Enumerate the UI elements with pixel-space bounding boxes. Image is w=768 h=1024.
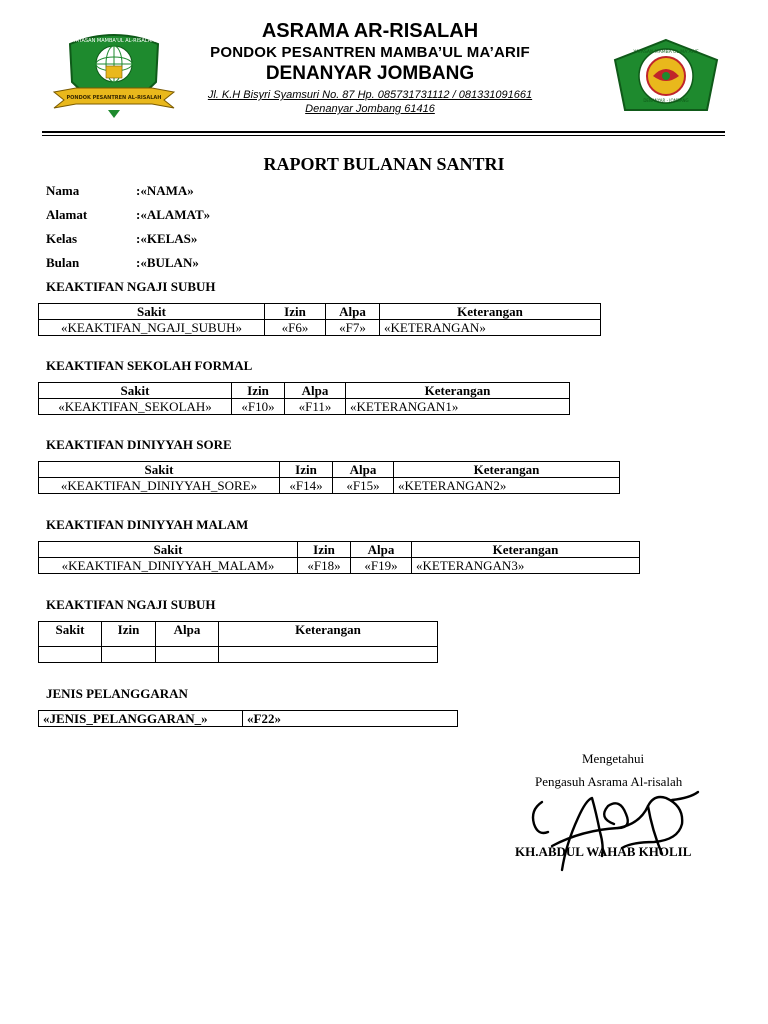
section-title: KEAKTIFAN DINIYYAH MALAM xyxy=(46,517,249,532)
section-title: JENIS PELANGGARAN xyxy=(46,686,188,701)
cell-sakit xyxy=(39,647,102,663)
col-sakit: Sakit xyxy=(39,304,265,320)
institution-postal: Denanyar Jombang 61416 xyxy=(305,103,435,115)
field-value: :«NAMA» xyxy=(136,183,194,198)
col-alpa: Alpa xyxy=(285,383,346,399)
cell-sakit: «KEAKTIFAN_NGAJI_SUBUH» xyxy=(39,320,265,336)
table-header-row xyxy=(39,304,601,320)
cell-violation-code: «F22» xyxy=(243,711,458,727)
col-alpa: Alpa xyxy=(326,304,380,320)
col-keterangan: Keterangan xyxy=(380,304,601,320)
col-alpa: Alpa xyxy=(333,462,394,478)
cell-keterangan: «KETERANGAN» xyxy=(380,320,601,336)
attendance-table-diniyyah-malam xyxy=(38,541,640,574)
attendance-table-sekolah-formal xyxy=(38,382,570,415)
cell-izin xyxy=(102,647,156,663)
field-value: :«BULAN» xyxy=(136,255,199,270)
field-label: Bulan xyxy=(46,255,80,270)
svg-text:DENANYAR - JOMBANG: DENANYAR - JOMBANG xyxy=(643,98,689,103)
handwritten-signature xyxy=(522,784,702,876)
signatory-name: KH.ABDUL WAHAB KHOLIL xyxy=(515,844,692,859)
section-title: KEAKTIFAN NGAJI SUBUH xyxy=(46,597,216,612)
cell-sakit: «KEAKTIFAN_SEKOLAH» xyxy=(39,399,232,415)
col-sakit: Sakit xyxy=(39,383,232,399)
table-row xyxy=(39,711,458,727)
cell-keterangan: «KETERANGAN2» xyxy=(394,478,620,494)
section-title: KEAKTIFAN NGAJI SUBUH xyxy=(46,279,216,294)
institution-address: Jl. K.H Bisyri Syamsuri No. 87 Hp. 085731731112 / 081331091661 xyxy=(207,89,533,101)
cell-izin: «F10» xyxy=(232,399,285,415)
col-izin: Izin xyxy=(298,542,351,558)
field-bulan xyxy=(46,255,199,271)
field-label: Kelas xyxy=(46,231,78,246)
attendance-table-diniyyah-sore xyxy=(38,461,620,494)
acknowledged-label: Mengetahui xyxy=(582,751,645,766)
violation-table xyxy=(38,710,458,727)
col-keterangan: Keterangan xyxy=(219,622,438,647)
cell-izin: «F14» xyxy=(280,478,333,494)
attendance-table-ngaji-subuh xyxy=(38,303,601,336)
table-row xyxy=(39,399,570,415)
institution-parent: PONDOK PESANTREN MAMBA’UL MA’ARIF xyxy=(210,44,530,61)
section-title: KEAKTIFAN SEKOLAH FORMAL xyxy=(46,358,253,373)
field-kelas xyxy=(46,231,197,247)
col-sakit: Sakit xyxy=(39,462,280,478)
field-value: :«ALAMAT» xyxy=(136,207,211,222)
table-row xyxy=(39,558,640,574)
cell-keterangan: «KETERANGAN3» xyxy=(412,558,640,574)
cell-alpa: «F7» xyxy=(326,320,380,336)
col-keterangan: Keterangan xyxy=(394,462,620,478)
col-sakit: Sakit xyxy=(39,542,298,558)
table-header-row xyxy=(39,622,438,647)
field-label: Nama xyxy=(46,183,80,198)
col-keterangan: Keterangan xyxy=(412,542,640,558)
field-alamat xyxy=(46,207,210,223)
svg-text:YAYASAN MAMBA'UL AL-RISALAH: YAYASAN MAMBA'UL AL-RISALAH xyxy=(73,38,155,44)
cell-izin: «F18» xyxy=(298,558,351,574)
col-izin: Izin xyxy=(265,304,326,320)
svg-text:PONDOK PESANTREN AL-RISALAH: PONDOK PESANTREN AL-RISALAH xyxy=(66,95,162,101)
attendance-table-blank xyxy=(38,621,438,663)
institution-name: ASRAMA AR-RISALAH xyxy=(261,20,479,42)
table-header-row xyxy=(39,462,620,478)
cell-izin: «F6» xyxy=(265,320,326,336)
document-title: RAPORT BULANAN SANTRI xyxy=(263,154,505,174)
letterhead-divider-thin xyxy=(42,135,725,136)
yayasan-logo xyxy=(611,38,721,114)
letterhead xyxy=(180,18,560,116)
table-header-row xyxy=(39,542,640,558)
table-row xyxy=(39,478,620,494)
cell-sakit: «KEAKTIFAN_DINIYYAH_MALAM» xyxy=(39,558,298,574)
asrama-logo xyxy=(52,30,176,122)
field-label: Alamat xyxy=(46,207,88,222)
col-alpa: Alpa xyxy=(351,542,412,558)
cell-keterangan xyxy=(219,647,438,663)
col-sakit: Sakit xyxy=(39,622,102,647)
table-row xyxy=(39,320,601,336)
field-value: :«KELAS» xyxy=(136,231,198,246)
cell-sakit: «KEAKTIFAN_DINIYYAH_SORE» xyxy=(39,478,280,494)
cell-alpa: «F15» xyxy=(333,478,394,494)
cell-keterangan: «KETERANGAN1» xyxy=(346,399,570,415)
table-row xyxy=(39,647,438,663)
signatory-role: Pengasuh Asrama Al-risalah xyxy=(535,774,683,789)
cell-alpa xyxy=(156,647,219,663)
col-izin: Izin xyxy=(232,383,285,399)
cell-violation-type: «JENIS_PELANGGARAN_» xyxy=(39,711,243,727)
table-header-row xyxy=(39,383,570,399)
cell-alpa: «F11» xyxy=(285,399,346,415)
col-izin: Izin xyxy=(280,462,333,478)
institution-location: DENANYAR JOMBANG xyxy=(265,63,475,84)
svg-text:YAYASAN MAMBA'UL MA'ARIF: YAYASAN MAMBA'UL MA'ARIF xyxy=(633,50,699,55)
col-izin: Izin xyxy=(102,622,156,647)
field-nama xyxy=(46,183,194,199)
col-alpa: Alpa xyxy=(156,622,219,647)
cell-alpa: «F19» xyxy=(351,558,412,574)
section-title: KEAKTIFAN DINIYYAH SORE xyxy=(46,437,232,452)
letterhead-divider xyxy=(42,131,725,133)
col-keterangan: Keterangan xyxy=(346,383,570,399)
